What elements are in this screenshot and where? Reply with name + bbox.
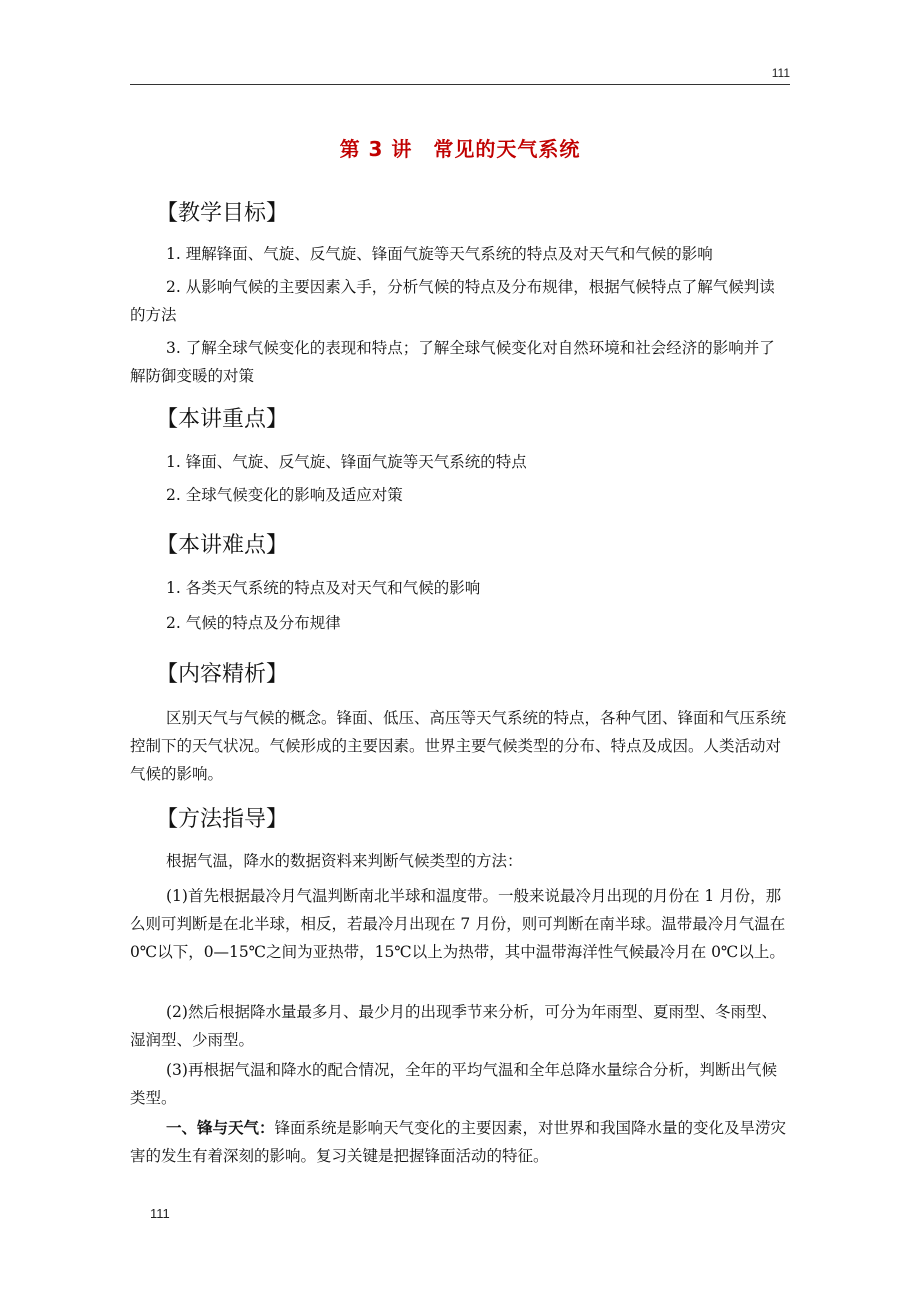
method-intro: 根据气温，降水的数据资料来判断气候类型的方法： [166,852,523,870]
front-weather-text: 锋面系统是影响天气变化的主要因素，对世界和我国降水量的变化及旱涝灾害的发生有着深刻的影响。复习关键是把握锋面活动的特征。 [130,1119,787,1165]
difficulty-item-1: 1. 各类天气系统的特点及对天气和气候的影响 [166,579,481,597]
heading-goals: 【教学目标】 [156,201,289,226]
method-step-2: (2)然后根据降水量最多月、最少月的出现季节来分析，可分为年雨型、夏雨型、冬雨型、湿润型、少雨型。 [130,1003,777,1049]
header-rule [130,84,790,85]
content-paragraph: 区别天气与气候的概念。锋面、低压、高压等天气系统的特点，各种气团、锋面和气压系统控制下的天气状况。气候形成的主要因素。世界主要气候类型的分布、特点及成因。人类活动对气候的影响。 [130,709,787,783]
heading-content: 【内容精析】 [156,662,289,687]
heading-difficulties: 【本讲难点】 [156,533,289,558]
header-page-number: 111 [771,66,790,80]
key-point-item-2: 2. 全球气候变化的影响及适应对策 [166,486,403,504]
heading-key-points: 【本讲重点】 [156,407,289,432]
goal-item-1: 1. 理解锋面、气旋、反气旋、锋面气旋等天气系统的特点及对天气和气候的影响 [166,245,713,263]
goal-item-2: 2. 从影响气候的主要因素入手，分析气候的特点及分布规律，根据气候特点了解气候判读的方法 [130,278,775,324]
page-title: 第 3 讲 常见的天气系统 [339,137,581,161]
goal-item-3: 3. 了解全球气候变化的表现和特点；了解全球气候变化对自然环境和社会经济的影响并了解防御变暖的对策 [130,339,775,385]
heading-method: 【方法指导】 [156,807,289,832]
footer-page-number: 111 [150,1206,170,1221]
method-step-1: (1)首先根据最冷月气温判断南北半球和温度带。一般来说最冷月出现的月份在 1 月份，那么则可判断是在北半球，相反，若最冷月出现在 7 月份，则可判断在南半球。温带最冷月气温在 0℃以下，0—15℃之间为亚热带，15℃以上为热带，其中温带海洋性气候最冷月在 0℃以上。 [130,887,786,961]
method-step-3: (3)再根据气温和降水的配合情况，全年的平均气温和全年总降水量综合分析，判断出气候类型。 [130,1061,777,1107]
key-point-item-1: 1. 锋面、气旋、反气旋、锋面气旋等天气系统的特点 [166,453,527,471]
front-weather-paragraph [130,1114,790,1170]
difficulty-item-2: 2. 气候的特点及分布规律 [166,614,341,632]
front-weather-label: 一、锋与天气： [166,1118,275,1137]
